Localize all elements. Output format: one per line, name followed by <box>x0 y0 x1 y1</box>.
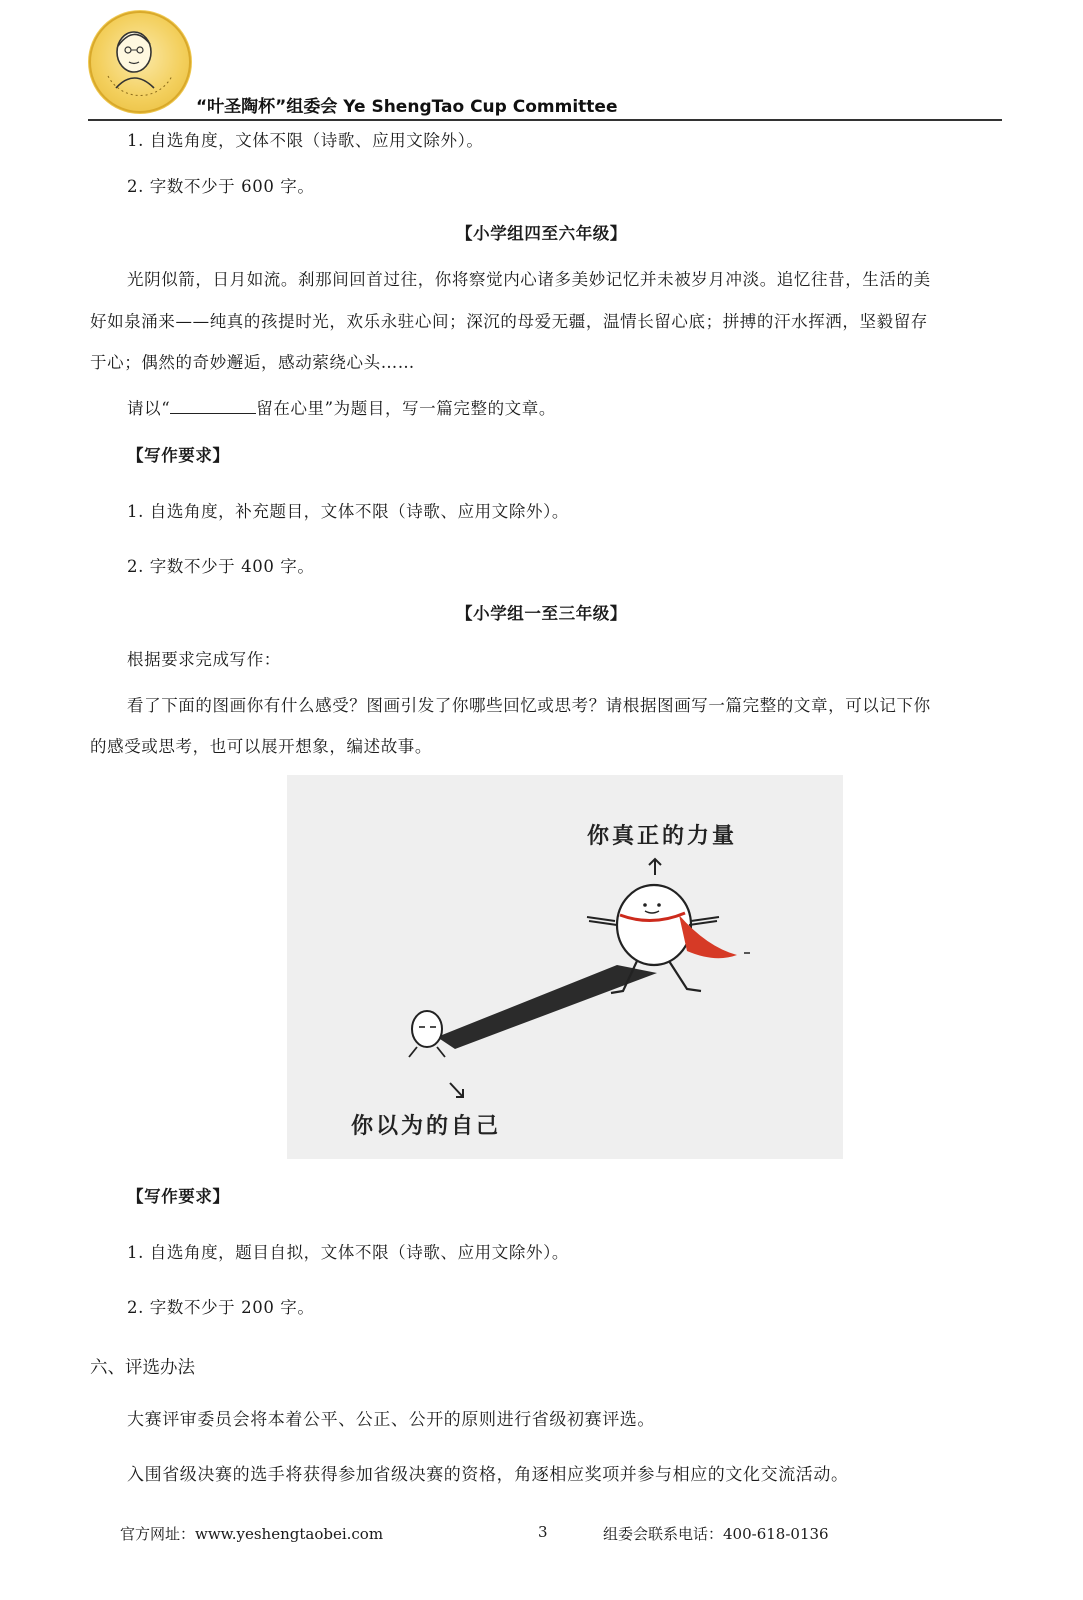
requirement-item: 1. 自选角度，补充题目，文体不限（诗歌、应用文除外）。 <box>127 502 570 521</box>
group-heading-grades-4-6: 【小学组四至六年级】 <box>456 224 627 243</box>
footer-phone: 组委会联系电话：400-618-0136 <box>603 1525 829 1543</box>
paragraph-line: 光阴似箭，日月如流。刹那间回首过往，你将察觉内心诸多美妙记忆并未被岁月冲淡。追忆往昔，生活的美 <box>127 270 931 289</box>
writing-requirements-label: 【写作要求】 <box>127 446 230 465</box>
requirement-item: 2. 字数不少于 200 字。 <box>127 1298 315 1317</box>
paragraph-line: 于心；偶然的奇妙邂逅，感动萦绕心头…… <box>90 353 415 372</box>
committee-logo <box>88 10 192 114</box>
prompt-illustration <box>287 775 843 1159</box>
requirement-item: 1. 自选角度，题目自拟，文体不限（诗歌、应用文除外）。 <box>127 1243 570 1262</box>
illustration-caption-bottom: 你以为的自己 <box>351 1114 502 1139</box>
header-divider <box>88 119 1002 121</box>
paragraph-line: 看了下面的图画你有什么感受？图画引发了你哪些回忆或思考？请根据图画写一篇完整的文章，可以记下你 <box>127 696 931 715</box>
paragraph-line: 的感受或思考，也可以展开想象，编述故事。 <box>90 737 432 756</box>
header-title: “叶圣陶杯”组委会 Ye ShengTao Cup Committee <box>196 97 618 117</box>
group-heading-grades-1-3: 【小学组一至三年级】 <box>456 604 627 623</box>
requirement-item: 2. 字数不少于 600 字。 <box>127 177 315 196</box>
instruction-text: 根据要求完成写作： <box>127 650 281 669</box>
paragraph-line: 好如泉涌来——纯真的孩提时光，欢乐永驻心间；深沉的母爱无疆，温情长留心底；拼搏的汗水挥洒，坚毅留存 <box>90 312 928 331</box>
requirement-item: 1. 自选角度，文体不限（诗歌、应用文除外）。 <box>127 131 484 150</box>
section-paragraph: 入围省级决赛的选手将获得参加省级决赛的资格，角逐相应奖项并参与相应的文化交流活动。 <box>127 1465 849 1485</box>
requirement-item: 2. 字数不少于 400 字。 <box>127 557 315 576</box>
section-paragraph: 大赛评审委员会将本着公平、公正、公开的原则进行省级初赛评选。 <box>127 1410 655 1430</box>
writing-prompt <box>127 399 556 419</box>
prompt-prefix: 请以“ <box>127 399 171 418</box>
illustration-caption-top: 你真正的力量 <box>587 824 738 849</box>
prompt-suffix: 留在心里”为题目，写一篇完整的文章。 <box>256 399 556 418</box>
title-blank <box>170 399 256 414</box>
footer-website: 官方网址：www.yeshengtaobei.com <box>120 1525 384 1543</box>
footer-page-number: 3 <box>538 1523 548 1541</box>
writing-requirements-label: 【写作要求】 <box>127 1187 230 1206</box>
section-heading-evaluation: 六、评选办法 <box>90 1358 195 1378</box>
